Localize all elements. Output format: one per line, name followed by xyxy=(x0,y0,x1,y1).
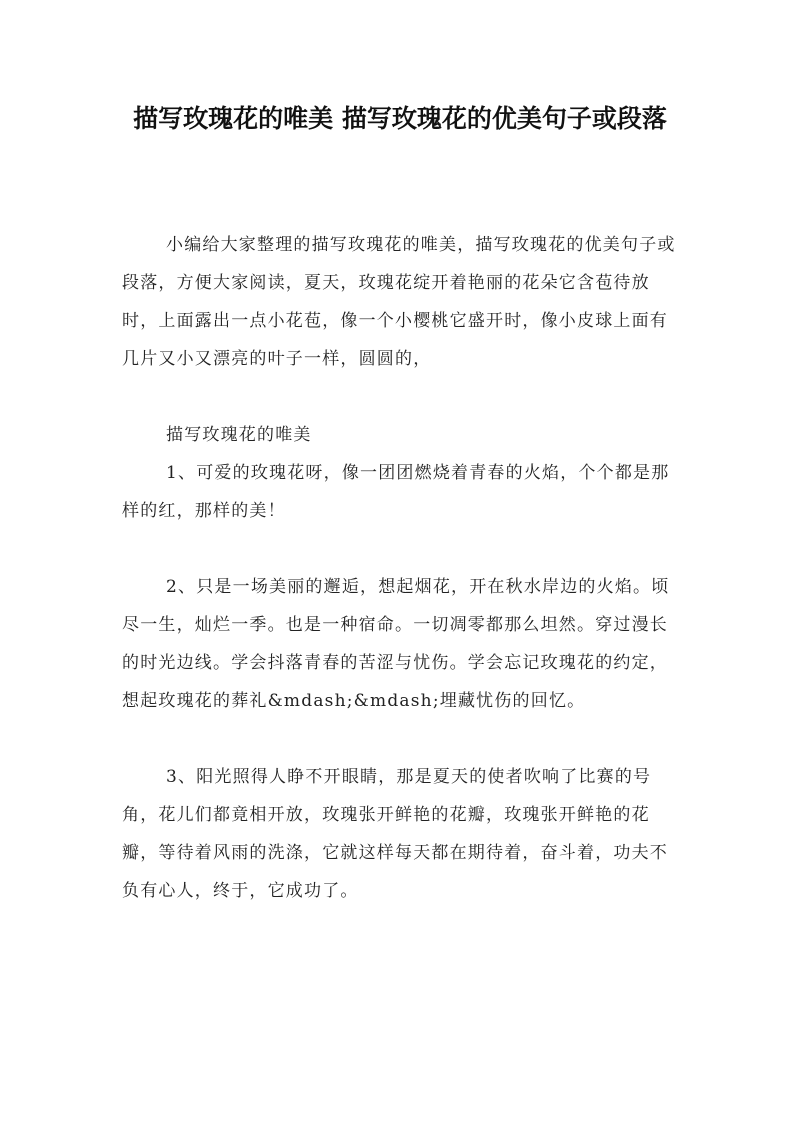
paragraph-spacer xyxy=(122,378,682,416)
paragraph-spacer xyxy=(122,530,682,568)
item-3-paragraph: 3、阳光照得人睁不开眼睛，那是夏天的使者吹响了比赛的号角，花儿们都竟相开放，玫瑰张开鲜艳的花瓣，玫瑰张开鲜艳的花瓣，等待着风雨的洗涤，它就这样每天都在期待着，奋斗着，功夫不负有心人，终于，它成功了。 xyxy=(122,767,668,901)
item-2-paragraph: 2、只是一场美丽的邂逅，想起烟花，开在秋水岸边的火焰。顷尽一生，灿烂一季。也是一种宿命。一切凋零都那么坦然。穿过漫长的时光边线。学会抖落青春的苦涩与忧伤。学会忘记玫瑰花的约定，想起玫瑰花的葬礼&mdash;&mdash;埋藏忧伤的回忆。 xyxy=(122,577,670,711)
document-body xyxy=(122,226,682,910)
section-heading: 描写玫瑰花的唯美 xyxy=(166,425,312,445)
paragraph-spacer xyxy=(122,720,682,758)
item-1-paragraph: 1、可爱的玫瑰花呀，像一团团燃烧着青春的火焰，个个都是那样的红，那样的美！ xyxy=(122,463,670,521)
intro-paragraph: 小编给大家整理的描写玫瑰花的唯美，描写玫瑰花的优美句子或段落，方便大家阅读，夏天，玫瑰花绽开着艳丽的花朵它含苞待放时，上面露出一点小花苞，像一个小樱桃它盛开时，像小皮球上面有几片又小又漂亮的叶子一样，圆圆的， xyxy=(122,235,676,369)
document-title: 描写玫瑰花的唯美 描写玫瑰花的优美句子或段落 xyxy=(133,104,667,133)
